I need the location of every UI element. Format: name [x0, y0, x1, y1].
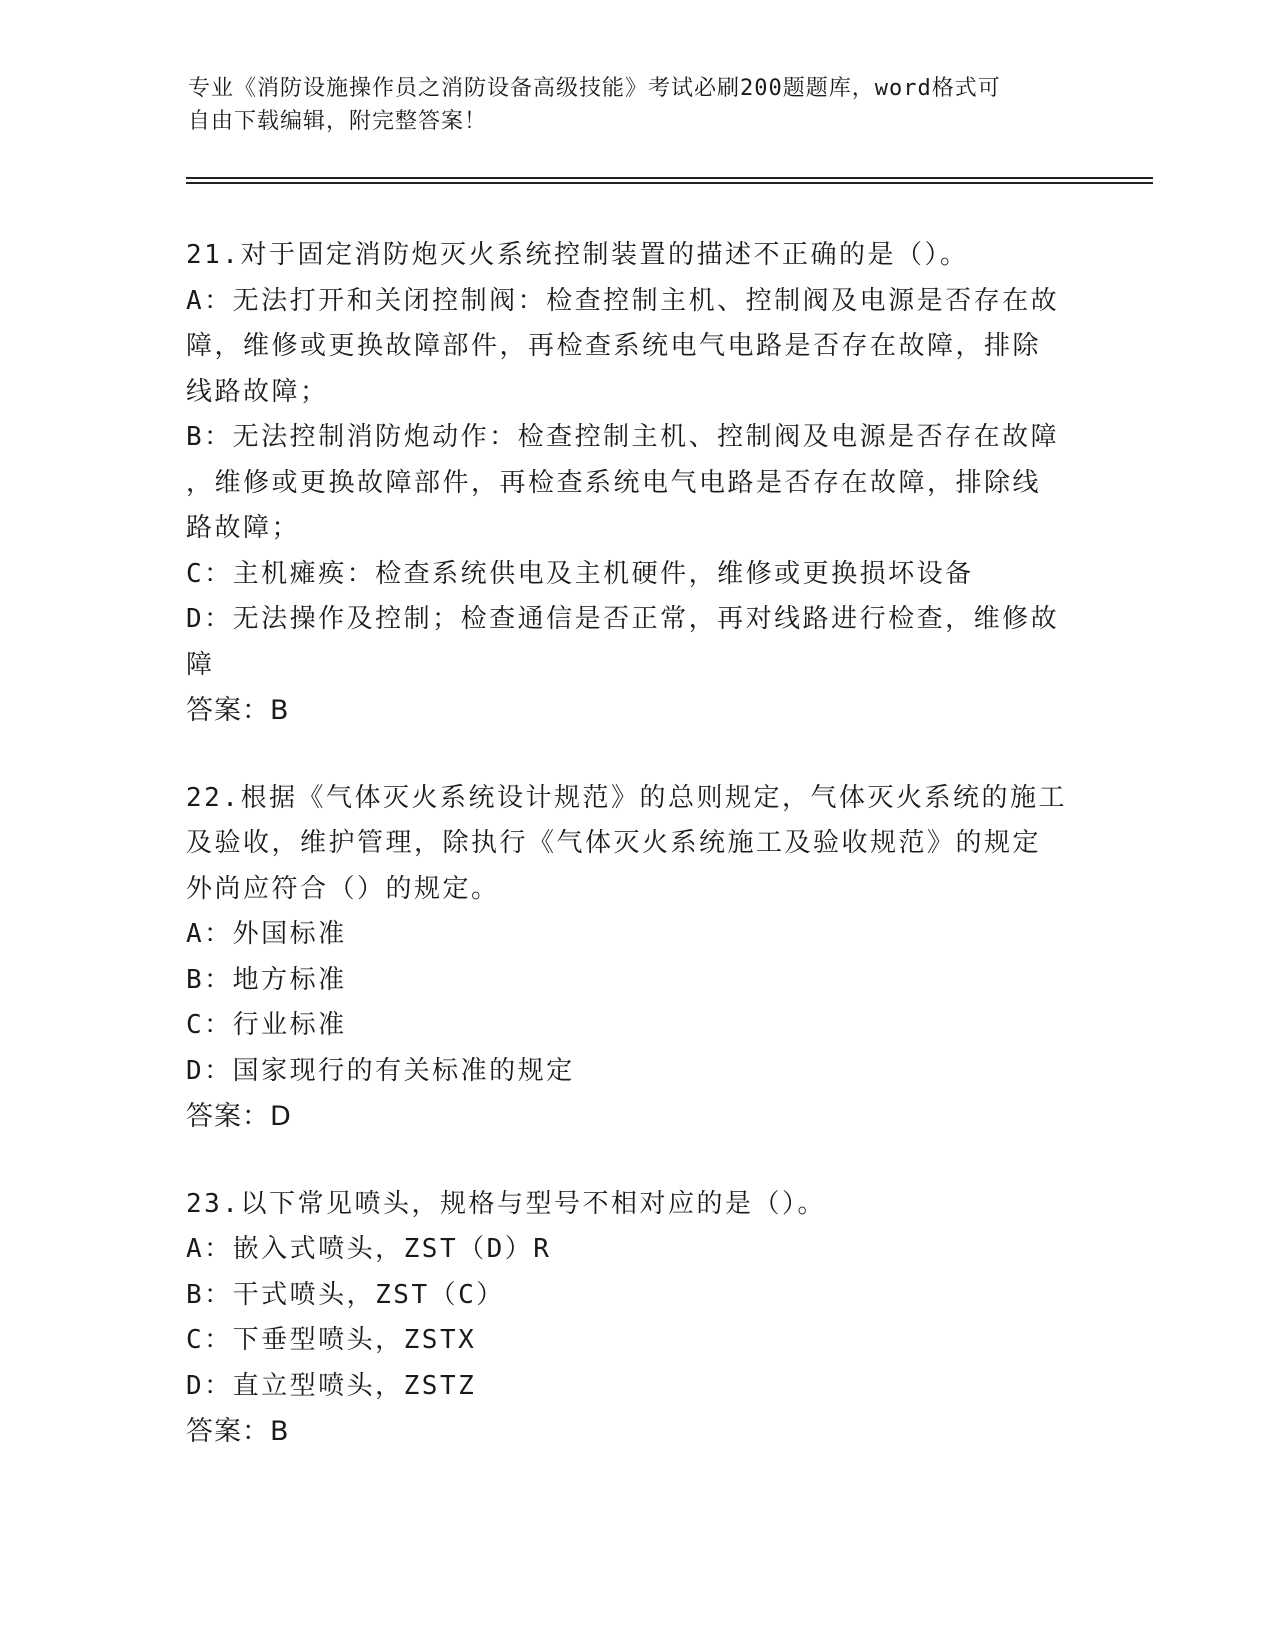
option-c: C：主机瘫痪：检查系统供电及主机硬件，维修或更换损坏设备 — [186, 558, 974, 589]
option-b-cont: ，维修或更换故障部件，再检查系统电气电路是否存在故障，排除线 — [186, 467, 1042, 498]
question-stem-cont: 及验收，维护管理，除执行《气体灭火系统施工及验收规范》的规定 — [186, 828, 1042, 858]
option-a-cont: 线路故障； — [186, 376, 329, 407]
question-23 — [186, 1182, 1086, 1455]
answer-label: 答案：D — [186, 1101, 292, 1132]
question-list — [186, 233, 1086, 1497]
question-21 — [186, 233, 1086, 734]
document-header — [188, 72, 1068, 138]
answer-label: 答案：B — [186, 695, 290, 726]
header-divider-top — [186, 177, 1153, 179]
option-b: B：无法控制消防炮动作：检查控制主机、控制阀及电源是否存在故障 — [186, 422, 1060, 452]
option-b: B：干式喷头，ZST（C） — [186, 1279, 505, 1310]
option-a: A：外国标准 — [186, 919, 347, 949]
option-a-cont: 障，维修或更换故障部件，再检查系统电气电路是否存在故障，排除 — [186, 331, 1042, 361]
question-stem: 22.根据《气体灭火系统设计规范》的总则规定，气体灭火系统的施工 — [186, 782, 1067, 813]
option-c: C：行业标准 — [186, 1010, 347, 1040]
question-stem: 23.以下常见喷头，规格与型号不相对应的是（）。 — [186, 1188, 826, 1219]
option-d: D：国家现行的有关标准的规定 — [186, 1055, 575, 1086]
option-d: D：无法操作及控制；检查通信是否正常，再对线路进行检查，维修故 — [186, 604, 1060, 634]
option-b: B：地方标准 — [186, 964, 347, 995]
header-line-2: 自由下载编辑，附完整答案！ — [188, 109, 488, 134]
option-d: D：直立型喷头，ZSTZ — [186, 1370, 477, 1401]
option-d-cont: 障 — [186, 649, 215, 680]
question-stem: 21.对于固定消防炮灭火系统控制装置的描述不正确的是（）。 — [186, 240, 969, 270]
question-stem-cont: 外尚应符合（）的规定。 — [186, 873, 500, 904]
question-22 — [186, 776, 1086, 1140]
option-b-cont: 路故障； — [186, 513, 301, 543]
header-divider-bottom — [186, 182, 1153, 184]
option-c: C：下垂型喷头，ZSTX — [186, 1325, 477, 1355]
header-line-1: 专业《消防设施操作员之消防设备高级技能》考试必刷200题题库，word格式可 — [188, 76, 1001, 101]
option-a: A：嵌入式喷头，ZST（D）R — [186, 1234, 552, 1264]
option-a: A：无法打开和关闭控制阀：检查控制主机、控制阀及电源是否存在故 — [186, 285, 1060, 316]
answer-label: 答案：B — [186, 1416, 290, 1447]
